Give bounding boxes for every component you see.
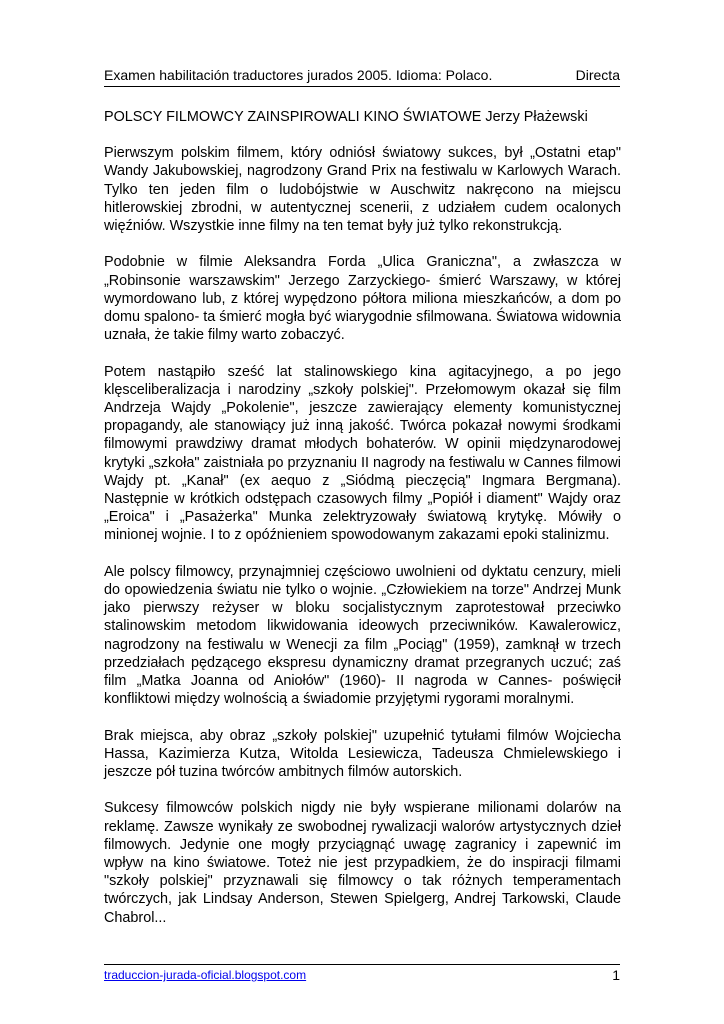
header-title: Examen habilitación traductores jurados 2005. Idioma: Polaco. <box>104 67 493 83</box>
paragraph-5: Brak miejsca, aby obraz „szkoły polskiej" uzupełnić tytułami filmów Wojciecha Hassa, Kazimierza Kutza, Witolda Lesiewicza, Tadeusza Chmielewskiego i jeszcze pół tuzina twórców ambitnych filmów autorskich. <box>104 727 621 781</box>
paragraph-6: Sukcesy filmowców polskich nigdy nie były wspierane milionami dolarów na reklamę. Zawsze wynikały ze swobodnej rywalizacji walorów artystycznych dzieł filmowych. Jedynie one mogły przyciągnąć uwagę zagranicy i zapewnić im wpływ na kino światowe. Toteż nie jest przypadkiem, że do inspiracji filmami "szkoły polskiej" przyznawali się filmowcy o tak różnych temperamentach twórczych, jak Lindsay Anderson, Stewen Spielgerg, Andrej Tarkowski, Claude Chabrol... <box>104 800 621 926</box>
page-footer <box>104 964 620 983</box>
page-header <box>104 64 620 87</box>
paragraph-2: Podobnie w filmie Aleksandra Forda „Ulica Graniczna", a zwłaszcza w „Robinsonie warszawskim" Jerzego Zarzyckiego- śmierć Warszawy, w której wymordowano lub, z której wypędzono półtora miliona mieszkańców, a dom po domu spalono- ta śmierć mogła być wiarygodnie sfilmowana. Światowa widownia uznała, że takie filmy warto zobaczyć. <box>104 254 621 344</box>
paragraph-4: Ale polscy filmowcy, przynajmniej częściowo uwolnieni od dyktatu cenzury, mieli do opowiedzenia światu nie tylko o wojnie. „Człowiekiem na torze" Andrzej Munk jako pierwszy reżyser w bloku socjalistycznym zaprotestował przeciwko stalinowskim metodom likwidowania ideowych przeciwników. Kawalerowicz, nagrodzony na festiwalu w Wenecji za film „Pociąg" (1959), zamknął w trzech przedziałach pędzącego ekspresu dynamiczny dramat przegranych uczuć; zaś film „Matka Joanna od Aniołów" (1960)- II nagroda w Cannes- poświęcił konfliktowi między wolnością a świadomie przyjętymi rygorami moralnymi. <box>104 563 621 708</box>
document-body <box>104 108 621 945</box>
page-number: 1 <box>612 967 620 983</box>
paragraph-3: Potem nastąpiło sześć lat stalinowskiego kina agitacyjnego, a po jego klęsceliberalizacja i narodziny „szkoły polskiej". Przełomowym okazał się film Andrzeja Wajdy „Pokolenie", jeszcze zawierający elementy komunistycznej propagandy, ale stanowiący już inną jakość. Twórca pokazał nowymi środkami filmowymi prawdziwy dramat młodych bohaterów. W opinii międzynarodowej krytyki „szkoła" zaistniała po przyznaniu II nagrody na festiwalu w Cannes filmowi Wajdy pt. „Kanał" (ex aequo z „Siódmą pieczęcią" Ingmara Bergmana). Następnie w krótkich odstępach czasowych filmy „Popiół i diament" Wajdy oraz „Eroica" i „Pasażerka" Munka zelektryzowały światową krytykę. Mówiły o minionej wojnie. I to z opóźnieniem spowodowanym zakazami epoki stalinizmu. <box>104 363 621 544</box>
article-title: POLSCY FILMOWCY ZAINSPIROWALI KINO ŚWIATOWE Jerzy Płażewski <box>104 109 588 125</box>
header-mode: Directa <box>575 67 620 83</box>
footer-link[interactable]: traduccion-jurada-oficial.blogspot.com <box>104 968 307 982</box>
paragraph-1: Pierwszym polskim filmem, który odniósł światowy sukces, był „Ostatni etap" Wandy Jakubowskiej, nagrodzony Grand Prix na festiwalu w Karlowych Warach. Tylko ten jeden film o ludobójstwie w Auschwitz nakręcono na miejscu hitlerowskiej zbrodni, w autentycznej scenerii, z udziałem cudem ocalonych więźniów. Wszystkie inne filmy na ten temat były już tylko rekonstrukcją. <box>104 145 621 235</box>
